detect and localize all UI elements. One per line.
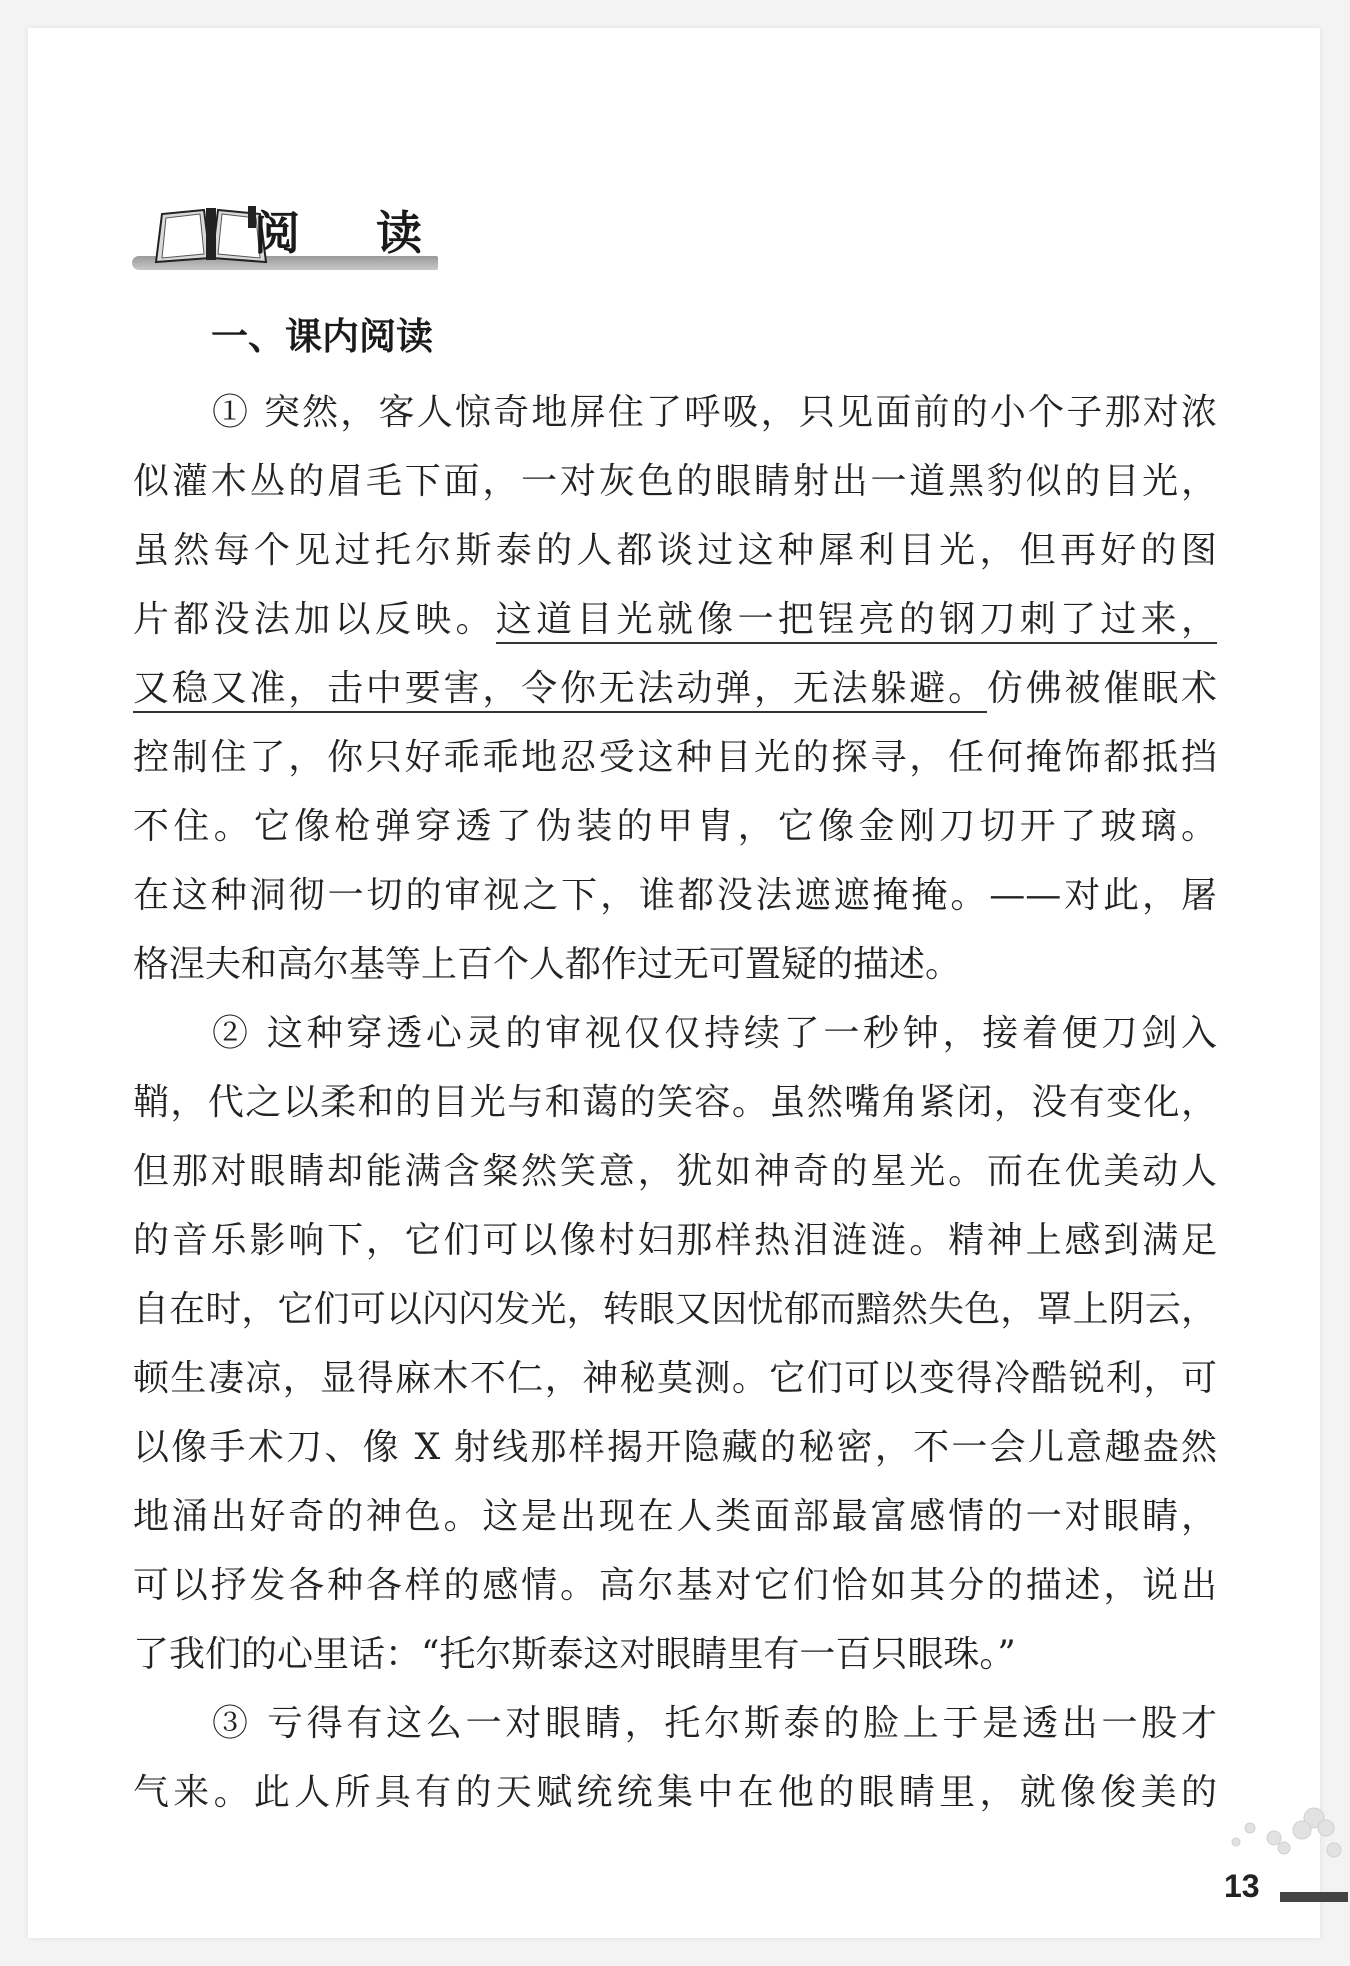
passage-text: 在这种洞彻一切的审视之下，谁都没法遮遮掩掩。——对此，屠 [133,875,1217,916]
passage-line [133,1551,1217,1620]
passage-line [133,585,1217,654]
passage-text: 似灌木丛的眉毛下面，一对灰色的眼睛射出一道黑豹似的目光， [133,461,1217,502]
section-banner [132,200,453,272]
passage-line [133,654,1217,723]
book-page [28,28,1320,1938]
page-number-rule [1280,1892,1348,1902]
passage-line [133,1275,1217,1344]
passage-text: 气来。此人所具有的天赋统统集中在他的眼睛里，就像俊美的 [133,1772,1217,1813]
passage-text: 格涅夫和高尔基等上百个人都作过无可置疑的描述。 [133,944,962,985]
passage-text: 以像手术刀、像 X 射线那样揭开隐藏的秘密，不一会儿意趣盎然 [133,1427,1217,1468]
passage-line [133,378,1217,447]
passage-text: ① 突然，客人惊奇地屏住了呼吸，只见面前的小个子那对浓 [212,392,1217,433]
passage-line [133,1620,1217,1689]
passage-text: ③ 亏得有这么一对眼睛，托尔斯泰的脸上于是透出一股才 [212,1703,1217,1744]
passage-line [133,792,1217,861]
reading-passage [133,378,1217,1827]
passage-line [133,1206,1217,1275]
passage-text: 地涌出好奇的神色。这是出现在人类面部最富感情的一对眼睛， [133,1496,1217,1537]
section-title: 阅 读 [254,206,453,260]
passage-text: 自在时，它们可以闪闪发光，转眼又因忧郁而黯然失色，罩上阴云， [133,1289,1217,1330]
passage-line [133,1482,1217,1551]
subheading: 一、课内阅读 [211,315,433,358]
passage-line [133,1068,1217,1137]
passage-text: 不住。它像枪弹穿透了伪装的甲胄，它像金刚刀切开了玻璃。 [133,806,1217,847]
passage-line [133,1758,1217,1827]
passage-line [133,1344,1217,1413]
passage-text: 了我们的心里话：“托尔斯泰这对眼睛里有一百只眼珠。” [133,1634,1016,1675]
underlined-text: 又稳又准，击中要害，令你无法动弹，无法躲避。 [133,668,987,713]
passage-line [133,447,1217,516]
passage-text: ② 这种穿透心灵的审视仅仅持续了一秒钟，接着便刀剑入 [212,1013,1217,1054]
passage-text: 鞘，代之以柔和的目光与和蔼的笑容。虽然嘴角紧闭，没有变化， [133,1082,1217,1123]
passage-text: 仿佛被催眠术 [986,668,1217,709]
flower-decoration-icon [1214,1798,1348,1868]
passage-text: 控制住了，你只好乖乖地忍受这种目光的探寻，任何掩饰都抵挡 [133,737,1217,778]
passage-text: 的音乐影响下，它们可以像村妇那样热泪涟涟。精神上感到满足 [133,1220,1217,1261]
passage-line [133,861,1217,930]
page-footer [1206,1862,1348,1910]
passage-line [133,1413,1217,1482]
passage-line [133,516,1217,585]
passage-line [133,1689,1217,1758]
page-number: 13 [1224,1868,1260,1904]
passage-line [133,999,1217,1068]
passage-text: 顿生凄凉，显得麻木不仁，神秘莫测。它们可以变得冷酷锐利，可 [133,1358,1217,1399]
passage-text: 片都没法加以反映。 [133,599,496,640]
passage-line [133,723,1217,792]
passage-text: 虽然每个见过托尔斯泰的人都谈过这种犀利目光，但再好的图 [133,530,1217,571]
passage-text: 可以抒发各种各样的感情。高尔基对它们恰如其分的描述，说出 [133,1565,1217,1606]
underlined-text: 这道目光就像一把锃亮的钢刀刺了过来， [496,599,1217,644]
passage-line [133,930,1217,999]
passage-line [133,1137,1217,1206]
passage-text: 但那对眼睛却能满含粲然笑意，犹如神奇的星光。而在优美动人 [133,1151,1217,1192]
